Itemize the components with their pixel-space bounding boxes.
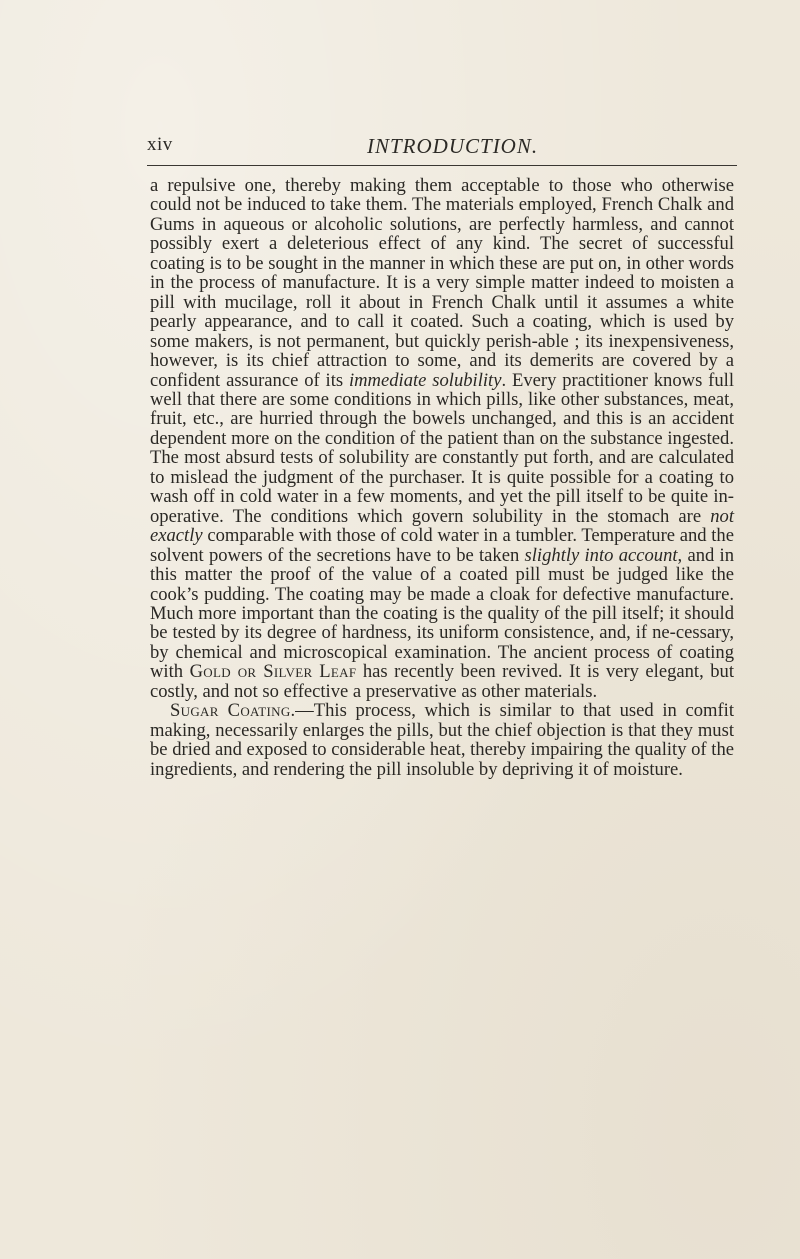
emphasis-slightly-into-account: slightly into account <box>524 544 678 566</box>
body-text <box>150 176 734 779</box>
text-segment: , and in this matter the proof of the value of a coated pill must be judged like the cook’s pudding. The coating may be made a cloak for defective manufacture. Much more important than the coating is the quality of the pill itself; it should be tested by its degree of hardness, its uniform consistence, and, if ne-cessary, by chemical and microscopical examination. The ancient process of coating with <box>150 544 734 683</box>
term-gold-or-silver-leaf: Gold or Silver Leaf <box>189 661 357 683</box>
text-segment: comparable with those of cold water in a tumbler. Temperature and the solvent powers of the secretions have to be taken <box>150 525 734 566</box>
emphasis-immediate-solubility: immediate solubility <box>348 369 502 391</box>
running-title: INTRODUCTION. <box>367 134 539 158</box>
paragraph-1 <box>150 176 734 701</box>
text-segment: . Every practitioner knows full well that there are some conditions in which pills, like other substances, meat, fruit, etc., are hurried through the bowels unchanged, and this is an accident dependent more on the condition of the patient than on the substance ingested. The most absurd tests of solubility are constantly put forth, and are calculated to mislead the judgment of the purchaser. It is quite possible for a coating to wash off in cold water in a few moments, and yet the pill itself to be quite in-operative. The conditions which govern solubility in the stomach are <box>150 369 734 527</box>
page-header <box>147 134 737 160</box>
term-sugar-coating: Sugar Coating <box>170 700 291 722</box>
paragraph-2 <box>150 701 734 779</box>
header-rule <box>147 165 737 166</box>
page-number: xiv <box>147 134 173 155</box>
emphasis-not-exactly: not exactly <box>150 505 734 547</box>
text-segment: a repulsive one, thereby making them acceptable to those who otherwise could not be induced to take them. The materials employed, French Chalk and Gums in aqueous or alcoholic solutions, are perfectly harmless, and cannot possibly exert a deleterious effect of any kind. The secret of successful coating is to be sought in the manner in which these are put on, in other words in the process of manufacture. It is a very simple matter indeed to moisten a pill with mucilage, roll it about in French Chalk until it assumes a white pearly appearance, and to call it coated. Such a coating, which is used by some makers, is not permanent, but quickly perish-able ; its inexpensiveness, however, is its chief attraction to some, and its demerits are covered by a confident assurance of its <box>150 175 734 391</box>
text-segment: .—This process, which is similar to that used in comfit making, necessarily enlarges the pills, but the chief objection is that they must be dried and exposed to considerable heat, thereby impairing the quality of the ingredients, and rendering the pill insoluble by depriving it of moisture. <box>150 700 734 780</box>
text-segment: has recently been revived. It is very elegant, but costly, and not so effective a preservative as other materials. <box>150 661 735 702</box>
